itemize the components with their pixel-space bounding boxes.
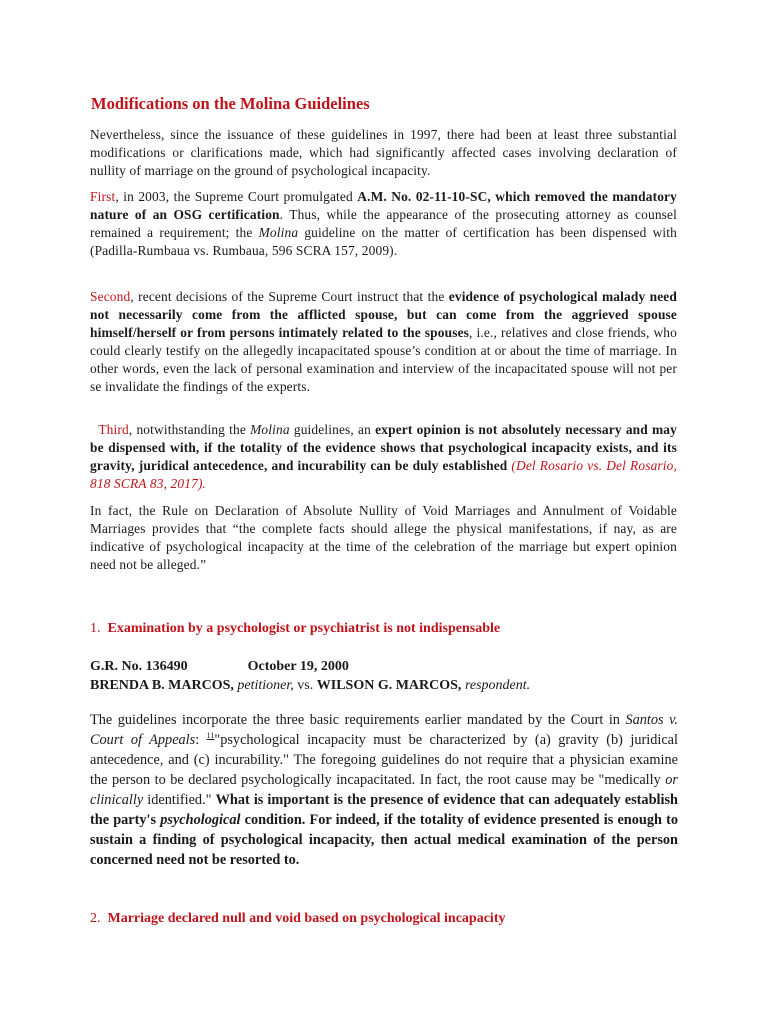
citation-run: (Del Rosario vs. Del Rosario, 818 SCRA 83, 2017). xyxy=(90,458,677,491)
paragraph-guidelines xyxy=(90,710,678,870)
paragraph-third-lead: Third xyxy=(98,422,129,437)
text-run: , in 2003, the Supreme Court promulgated xyxy=(115,189,358,204)
footnote-link[interactable]: 11 xyxy=(206,731,215,741)
text-run: : xyxy=(195,732,207,748)
case-vs: vs. xyxy=(293,678,317,693)
heading-text: Examination by a psychologist or psychiatrist is not indispensable xyxy=(107,621,501,636)
text-run: . Thus, while the appearance of the prosecuting attorney as counsel remained a requirement; the xyxy=(90,207,677,240)
text-run: identified." xyxy=(143,792,216,808)
text-run: The guidelines incorporate the three basic requirements earlier mandated by the Court in xyxy=(90,712,626,728)
case-respondent-role: respondent. xyxy=(461,678,531,693)
case-parties-line xyxy=(90,676,530,696)
italic-run: Molina xyxy=(258,225,299,240)
paragraph-third xyxy=(90,421,677,493)
italic-run: or clinically xyxy=(90,772,678,808)
paragraph-first xyxy=(90,188,677,260)
text-run: , notwithstanding the xyxy=(128,422,251,437)
numbered-heading-2 xyxy=(90,911,506,927)
case-date: October 19, 2000 xyxy=(247,659,349,674)
text-run: "psychological incapacity must be characterized by (a) gravity (b) juridical antecedence, and (c) incurability." The foregoing guidelines do not require that a physician examine the person to be declared psychologically incapacitated. In fact, the root cause may be "medically xyxy=(90,732,678,788)
bold-run: condition. For indeed, if the totality of evidence presented is enough to sustain a finding of psychological incapacity, then actual medical examination of the person concerned need not be resorted to. xyxy=(90,812,678,868)
case-petitioner: BRENDA B. MARCOS, xyxy=(90,678,234,693)
case-gr-number: G.R. No. 136490 xyxy=(90,659,188,674)
heading-text: Marriage declared null and void based on psychological incapacity xyxy=(107,911,506,926)
paragraph-second-lead: Second xyxy=(90,289,131,304)
heading-number: 1. xyxy=(90,621,101,636)
text-run: guidelines, an xyxy=(289,422,376,437)
italic-run: Molina xyxy=(250,422,290,437)
bold-run: What is important is the presence of evidence that can adequately establish the party's xyxy=(90,792,678,828)
bold-run: evidence of psychological malady need not necessarily come from the afflicted spouse, but can come from the aggrieved spouse himself/herself or from persons intimately related to the spouses xyxy=(90,289,677,340)
numbered-heading-1 xyxy=(90,621,500,637)
italic-run: Santos v. Court of Appeals xyxy=(90,712,678,748)
paragraph-first-lead: First xyxy=(90,189,116,204)
text-run: , i.e., relatives and close friends, who could clearly testify on the allegedly incapacitated spouse’s condition at or about the time of marriage. In other words, even the lack of personal examination and interview of the incapacitated spouse will not per se invalidate the findings of the experts. xyxy=(90,325,678,394)
case-respondent: WILSON G. MARCOS, xyxy=(316,678,462,693)
bold-run: expert opinion is not absolutely necessary and may be dispensed with, if the totality of the evidence shows that psychological incapacity exists, and its gravity, juridical antecedence, and incurability can be duly established xyxy=(90,422,678,473)
case-petitioner-role: petitioner, xyxy=(233,678,294,693)
heading-number: 2. xyxy=(90,911,101,926)
text-run: guideline on the matter of certification has been dispensed with (Padilla-Rumbaua vs. Rumbaua, 596 SCRA 157, 2009). xyxy=(90,225,677,258)
paragraph-second xyxy=(90,288,677,396)
bold-run: A.M. No. 02-11-10-SC, which removed the mandatory nature of an OSG certification xyxy=(90,189,677,222)
paragraph-rule: In fact, the Rule on Declaration of Absolute Nullity of Void Marriages and Annulment of Voidable Marriages provides that “the complete facts should allege the physical manifestations, if nay, as are indicative of psychological incapacity at the time of the celebration of the marriage but expert opinion need not be alleged.” xyxy=(90,503,677,572)
section-title: Modifications on the Molina Guidelines xyxy=(91,94,370,113)
text-run: , recent decisions of the Supreme Court instruct that the xyxy=(130,289,449,304)
paragraph-intro: Nevertheless, since the issuance of these guidelines in 1997, there had been at least three substantial modifications or clarifications made, which had significantly affected cases involving declaration of nullity of marriage on the ground of psychological incapacity. xyxy=(90,127,677,178)
bold-italic-run: psychological xyxy=(160,812,241,828)
case-number-line xyxy=(90,657,349,677)
